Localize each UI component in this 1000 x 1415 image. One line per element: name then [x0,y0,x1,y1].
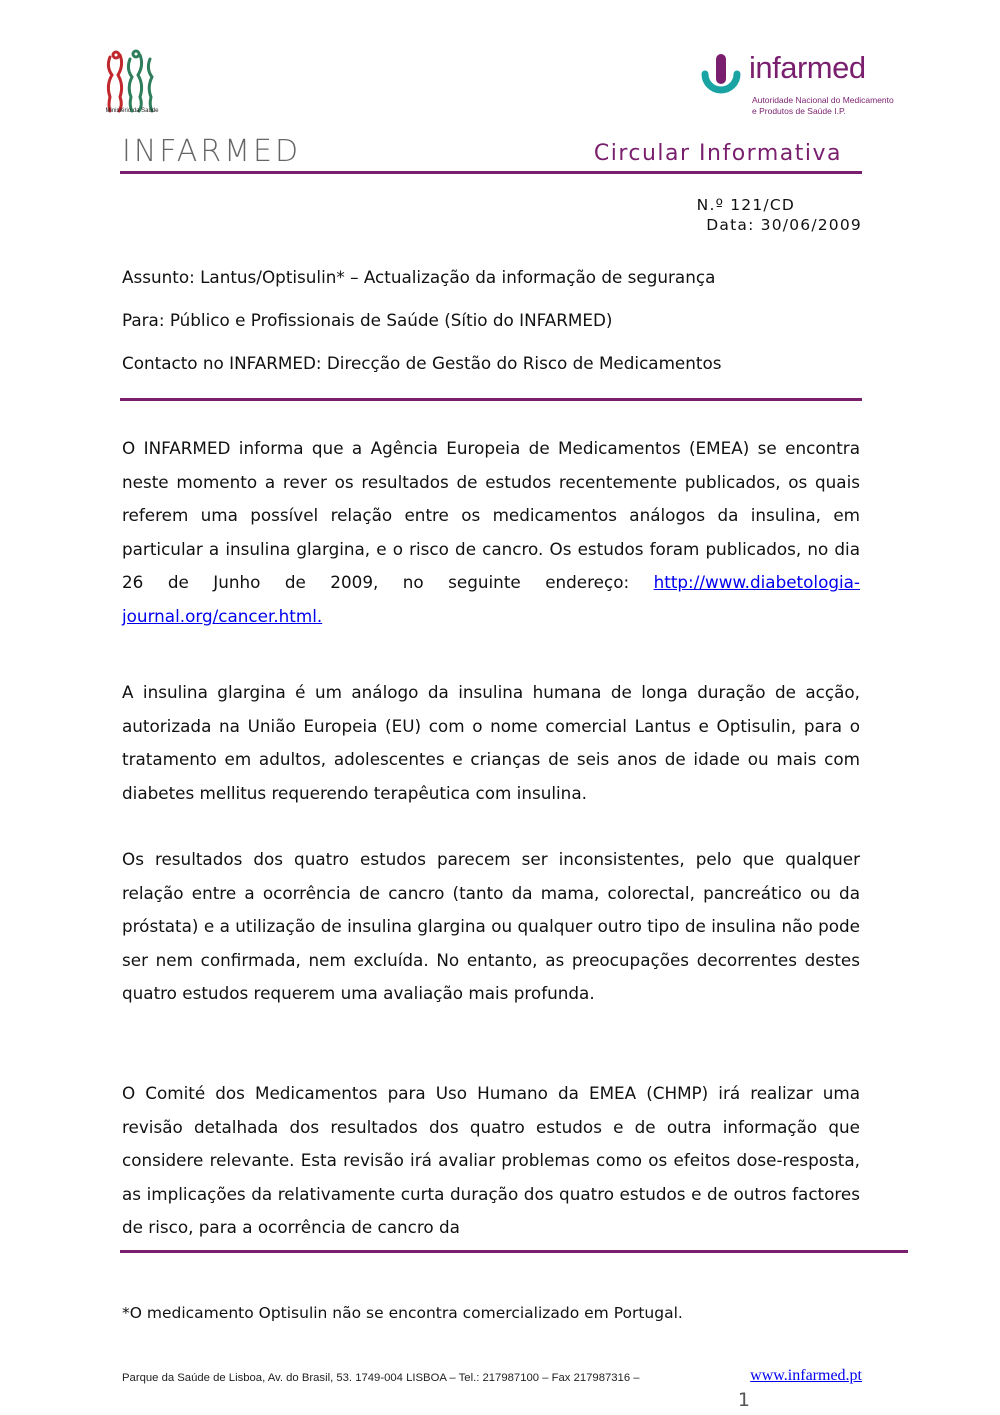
footer-divider [120,1250,908,1253]
document-number: N.º 121/CD [696,196,795,214]
body-paragraph: A insulina glargina é um análogo da insulina humana de longa duração de acção, autorizada na União Europeia (EU) com o nome comercial Lantus e Optisulin, para o tratamento em adultos, adolescentes e crianças de seis anos de idade ou mais com diabetes mellitus requerendo terapêutica com insulina. [122,682,860,803]
document-type: Circular Informativa [593,141,842,166]
header-divider [120,171,862,174]
footer-address: Parque da Saúde de Lisboa, Av. do Brasil, 53. 1749-004 LISBOA – Tel.: 217987100 – Fax 217987316 – [122,1372,640,1384]
section-divider [120,398,862,401]
infarmed-logo-icon [697,52,745,104]
infarmed-logo-wordmark: infarmed [749,50,866,85]
agency-title: INFARMED [122,134,302,169]
paragraph-text: O INFARMED informa que a Agência Europeia de Medicamentos (EMEA) se encontra neste momento a rever os resultados de estudos recentemente publicados, os quais referem uma possível relação entre os medicamentos análogos da insulina, em particular a insulina glargina, e o risco de cancro. Os estudos foram publicados, no dia 26 de Junho de 2009, no seguinte endereço: [122,438,860,593]
page-number: 1 [737,1389,750,1411]
infarmed-logo-subtitle: Autoridade Nacional do Medicamento [752,95,894,105]
body-paragraph: Os resultados dos quatro estudos parecem ser inconsistentes, pelo que qualquer relação entre a ocorrência de cancro (tanto da mama, colorectal, pancreático ou da próstata) e a utilização de insulina glargina ou qualquer outro tipo de insulina não pode ser nem confirmada, nem excluída. No entanto, as preocupações decorrentes destes quatro estudos requerem uma avaliação mais profunda. [122,849,860,1004]
body-paragraph [122,432,860,634]
infarmed-logo-subtitle: e Produtos de Saúde I.P. [752,106,846,116]
document-date: Data: 30/06/2009 [706,216,862,234]
audience-line: Para: Público e Profissionais de Saúde (Sítio do INFARMED) [122,310,613,330]
body-paragraph: O Comité dos Medicamentos para Uso Humano da EMEA (CHMP) irá realizar uma revisão detalhada dos resultados dos quatro estudos e de outra informação que considere relevante. Esta revisão irá avaliar problemas como os efeitos dose-resposta, as implicações da relativamente curta duração dos quatro estudos e de outros factores de risco, para a ocorrência de cancro da [122,1083,860,1238]
study-link[interactable]: http://www.diabetologia-journal.org/cancer.html. [122,572,860,626]
footnote: *O medicamento Optisulin não se encontra comercializado em Portugal. [122,1304,683,1322]
contact-line: Contacto no INFARMED: Direcção de Gestão do Risco de Medicamentos [122,353,722,373]
website-link[interactable]: www.infarmed.pt [750,1367,862,1384]
ministry-caption: Ministério da Saúde [105,108,159,114]
subject-line: Assunto: Lantus/Optisulin* – Actualização da informação de segurança [122,267,716,287]
